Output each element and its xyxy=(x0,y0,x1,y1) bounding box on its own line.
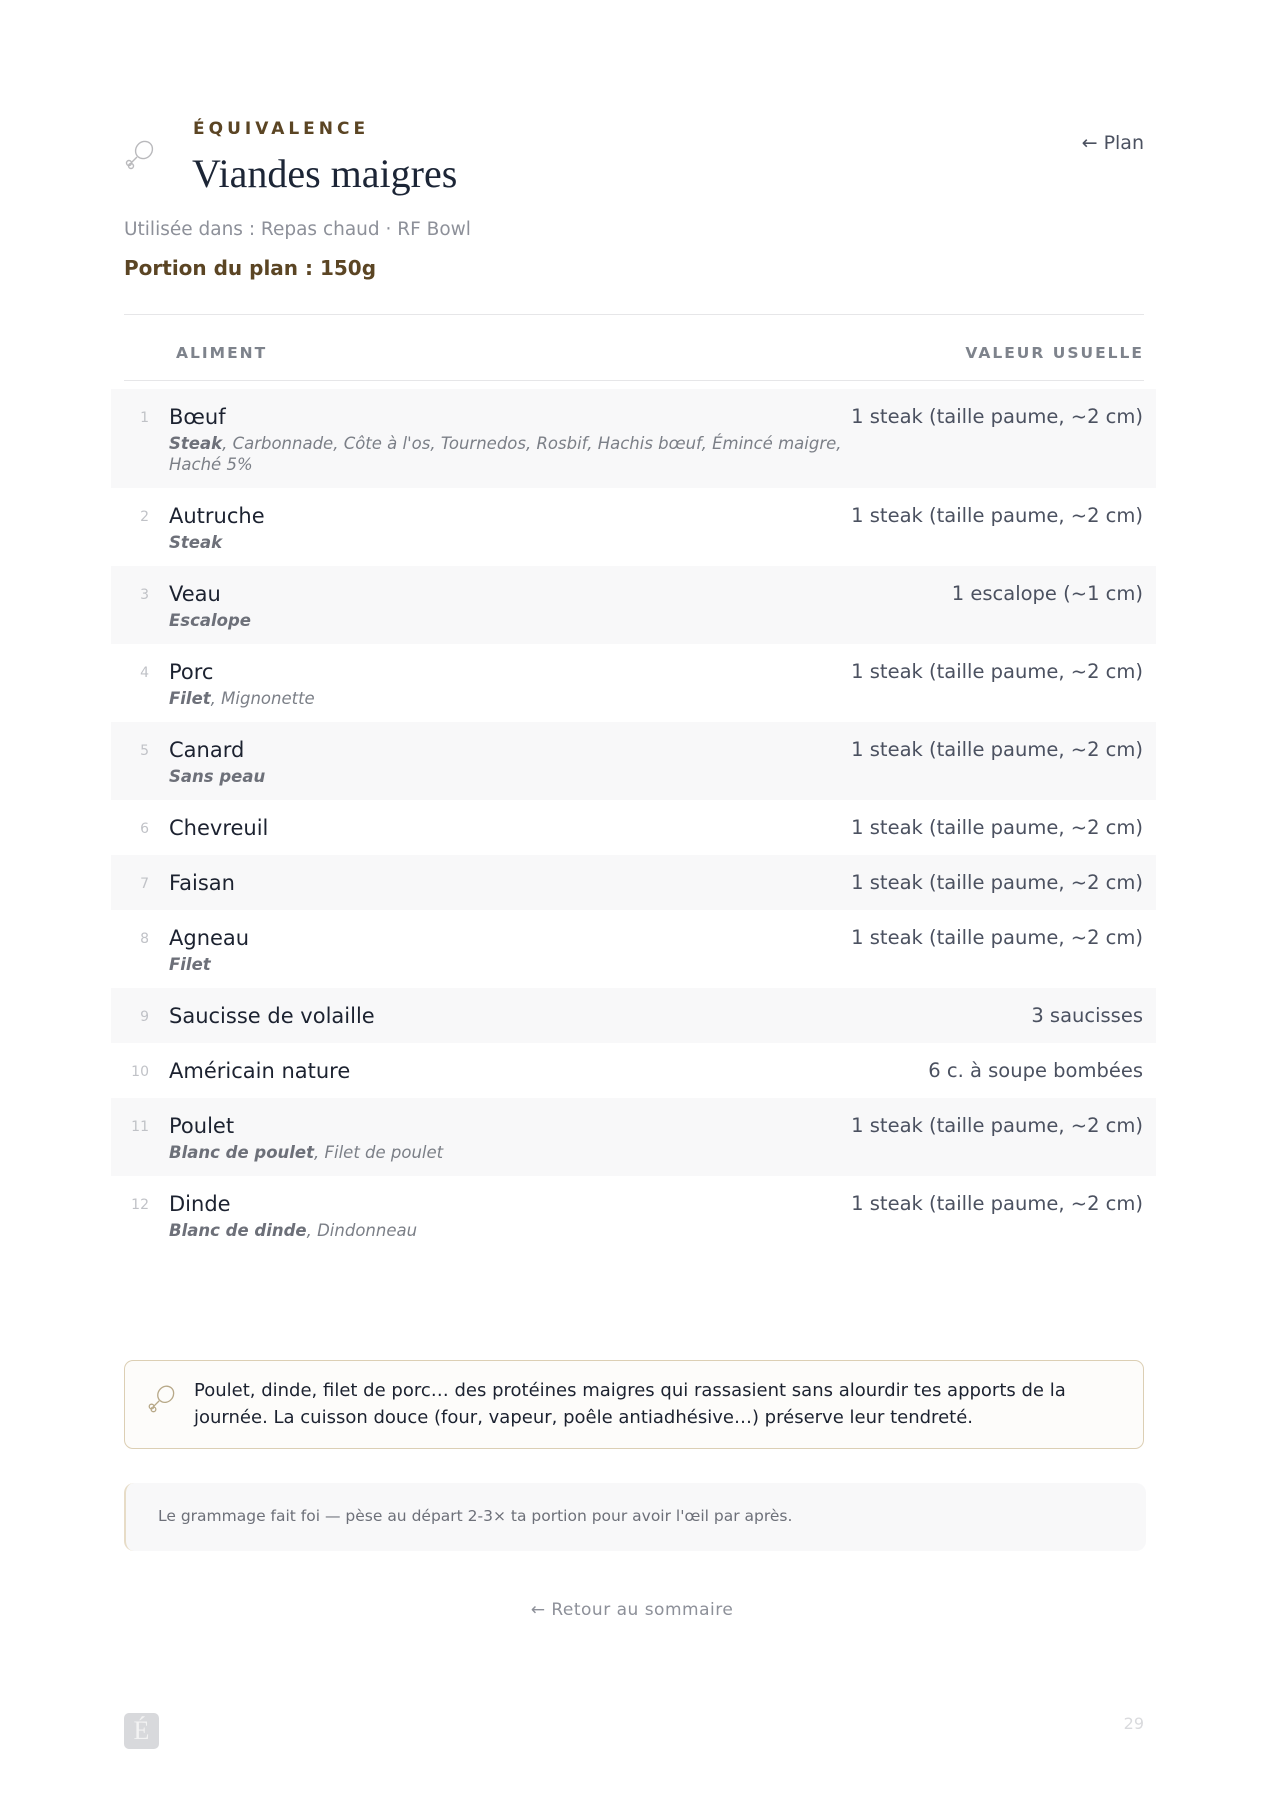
section-eyebrow: ÉQUIVALENCE xyxy=(193,119,370,139)
row-number: 4 xyxy=(140,665,149,681)
table-row xyxy=(111,800,1156,855)
page-title: Viandes maigres xyxy=(192,151,458,196)
food-value: 1 steak (taille paume, ~2 cm) xyxy=(851,738,1143,761)
row-number: 9 xyxy=(140,1009,149,1025)
table-row xyxy=(111,855,1156,910)
food-name: Bœuf xyxy=(169,405,226,429)
food-value: 1 steak (taille paume, ~2 cm) xyxy=(851,816,1143,839)
food-name: Veau xyxy=(169,582,221,606)
table-row xyxy=(111,1176,1156,1254)
table-row xyxy=(111,988,1156,1043)
variant-primary: Escalope xyxy=(169,611,252,630)
variant-primary: Filet xyxy=(169,955,211,974)
food-variants xyxy=(169,433,851,475)
row-number: 5 xyxy=(140,743,149,759)
food-variants xyxy=(169,688,315,709)
food-name: Porc xyxy=(169,660,214,684)
food-variants xyxy=(169,954,249,975)
used-in-text: Utilisée dans : Repas chaud · RF Bowl xyxy=(124,219,471,240)
variant-others: , Dindonneau xyxy=(306,1221,418,1240)
row-number: 10 xyxy=(131,1064,149,1080)
food-value: 1 steak (taille paume, ~2 cm) xyxy=(851,1114,1143,1137)
column-header-value: VALEUR USUELLE xyxy=(965,344,1144,362)
food-name: Agneau xyxy=(169,926,250,950)
table-row xyxy=(111,644,1156,722)
table-row xyxy=(111,1098,1156,1176)
food-name: Américain nature xyxy=(169,1059,351,1083)
food-variants xyxy=(169,610,251,631)
divider xyxy=(124,314,1144,315)
back-to-summary-link[interactable] xyxy=(0,1600,1264,1620)
callout-text: Poulet, dinde, filet de porc… des protéines maigres qui rassasient sans alourdir tes apports de la journée. La cuisson douce (four, vapeur, poêle antiadhésive…) préserve leur tendreté. xyxy=(194,1380,1066,1428)
plan-link[interactable]: ← Plan xyxy=(1081,132,1144,154)
variant-primary: Steak xyxy=(169,434,223,453)
note-text: Le grammage fait foi — pèse au départ 2-3× ta portion pour avoir l'œil par après. xyxy=(158,1507,793,1525)
food-value: 1 escalope (~1 cm) xyxy=(951,582,1143,605)
food-name: Canard xyxy=(169,738,245,762)
table-row xyxy=(111,566,1156,644)
tip-callout xyxy=(124,1360,1144,1449)
food-variants xyxy=(169,532,265,553)
food-value: 1 steak (taille paume, ~2 cm) xyxy=(851,405,1143,428)
row-number: 8 xyxy=(140,931,149,947)
row-number: 3 xyxy=(140,587,149,603)
food-variants xyxy=(169,1220,417,1241)
page-number: 29 xyxy=(1123,1714,1144,1733)
row-number: 6 xyxy=(140,821,149,837)
food-value: 1 steak (taille paume, ~2 cm) xyxy=(851,871,1143,894)
table-row xyxy=(111,389,1156,488)
row-number: 11 xyxy=(131,1119,149,1135)
food-value: 1 steak (taille paume, ~2 cm) xyxy=(851,1192,1143,1215)
row-number: 12 xyxy=(131,1197,149,1213)
food-table xyxy=(111,389,1156,1254)
variant-others: , Carbonnade, Côte à l'os, Tournedos, Rosbif, Hachis bœuf, Émincé maigre, Haché 5% xyxy=(169,434,842,474)
variant-others: , Filet de poulet xyxy=(314,1143,444,1162)
note-box xyxy=(124,1483,1146,1551)
food-value: 3 saucisses xyxy=(1031,1004,1143,1027)
food-value: 6 c. à soupe bombées xyxy=(928,1059,1143,1082)
variant-primary: Sans peau xyxy=(169,767,266,786)
brand-logo: É xyxy=(124,1713,159,1749)
food-name: Dinde xyxy=(169,1192,231,1216)
drumstick-icon xyxy=(145,1383,177,1415)
back-link-label[interactable]: ← Retour au sommaire xyxy=(530,1600,734,1620)
food-name: Faisan xyxy=(169,871,235,895)
food-value: 1 steak (taille paume, ~2 cm) xyxy=(851,926,1143,949)
row-number: 7 xyxy=(140,876,149,892)
food-value: 1 steak (taille paume, ~2 cm) xyxy=(851,504,1143,527)
table-row xyxy=(111,1043,1156,1098)
row-number: 1 xyxy=(140,410,149,426)
food-name: Saucisse de volaille xyxy=(169,1004,375,1028)
row-number: 2 xyxy=(140,509,149,525)
food-name: Poulet xyxy=(169,1114,235,1138)
table-row xyxy=(111,722,1156,800)
variant-others: , Mignonette xyxy=(210,689,315,708)
variant-primary: Blanc de dinde xyxy=(169,1221,307,1240)
food-variants xyxy=(169,1142,443,1163)
food-variants xyxy=(169,766,265,787)
variant-primary: Steak xyxy=(169,533,223,552)
food-value: 1 steak (taille paume, ~2 cm) xyxy=(851,660,1143,683)
table-row xyxy=(111,488,1156,566)
variant-primary: Filet xyxy=(169,689,211,708)
plan-portion: Portion du plan : 150g xyxy=(124,256,377,280)
food-name: Autruche xyxy=(169,504,265,528)
variant-primary: Blanc de poulet xyxy=(169,1143,315,1162)
drumstick-icon xyxy=(122,138,156,172)
column-header-food: ALIMENT xyxy=(176,344,268,362)
food-name: Chevreuil xyxy=(169,816,269,840)
divider xyxy=(124,380,1144,381)
table-row xyxy=(111,910,1156,988)
